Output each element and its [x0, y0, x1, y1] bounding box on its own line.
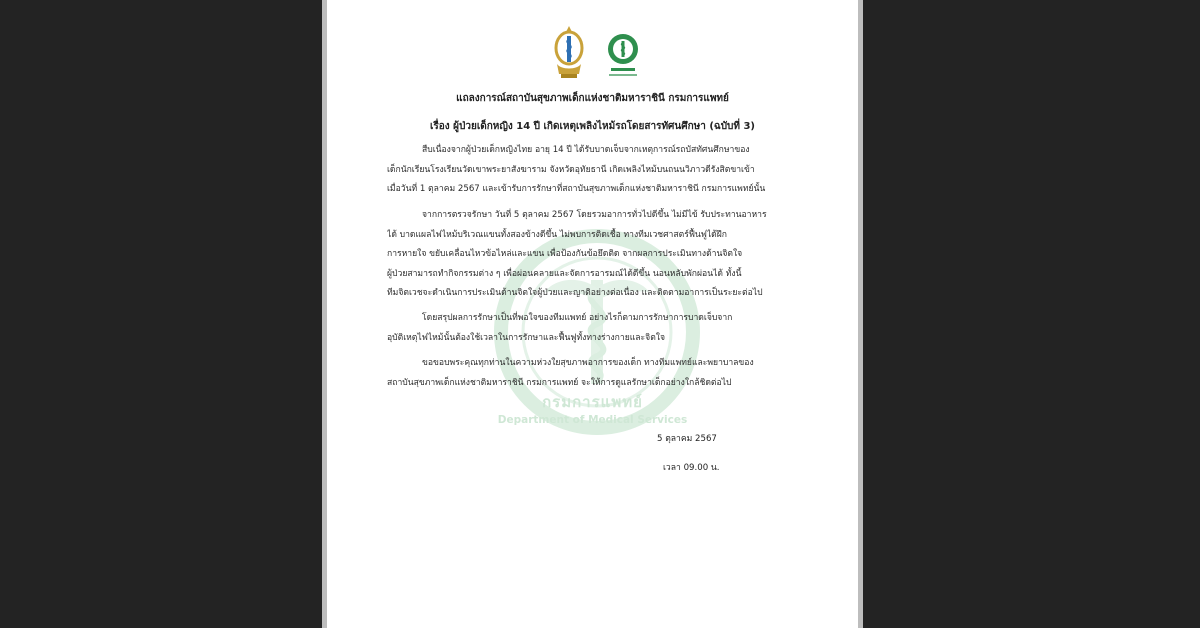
page-right-edge [858, 0, 863, 628]
right-background-bar [862, 0, 1200, 628]
paragraph-line: ผู้ป่วยสามารถทำกิจกรรมต่าง ๆ เพื่อผ่อนคลายและจัดการอารมณ์ได้ดีขึ้น นอนหลับพักผ่อนได้ ทั้งนี้ [387, 268, 742, 279]
paragraph-line: ทีมจิตเวชจะดำเนินการประเมินด้านจิตใจผู้ป่วยและญาติอย่างต่อเนื่อง และติดตามอาการเป็นระยะต่อไป [387, 288, 763, 298]
document-subject: เรื่อง ผู้ป่วยเด็กหญิง 14 ปี เกิดเหตุเพลิงไหม้รถโดยสารทัศนศึกษา (ฉบับที่ 3) [430, 121, 755, 132]
paragraph-2 [387, 206, 801, 304]
paragraph-line: จากการตรวจรักษา วันที่ 5 ตุลาคม 2567 โดยรวมอาการทั่วไปดีขึ้น ไม่มีไข้ รับประทานอาหาร [422, 210, 767, 220]
watermark-text-english: Department of Medical Services [497, 414, 688, 426]
paragraph-4 [387, 354, 801, 393]
paragraph-line: อุบัติเหตุไฟไหม้นั้นต้องใช้เวลาในการรักษาและฟื้นฟูทั้งทางร่างกายและจิตใจ [387, 332, 666, 343]
paragraph-3 [387, 309, 801, 348]
paragraph-line: สถาบันสุขภาพเด็กแห่งชาติมหาราชินี กรมการแพทย์ จะให้การดูแลรักษาเด็กอย่างใกล้ชิดต่อไป [387, 377, 732, 388]
paragraph-line: สืบเนื่องจากผู้ป่วยเด็กหญิงไทย อายุ 14 ปี ได้รับบาดเจ็บจากเหตุการณ์รถบัสทัศนศึกษาของ [422, 145, 750, 155]
document-page [327, 0, 858, 628]
document-date: 5 ตุลาคม 2567 [657, 434, 717, 444]
header-logos [327, 24, 858, 84]
paragraph-line: ขอขอบพระคุณทุกท่านในความห่วงใยสุขภาพอาการของเด็ก ทางทีมแพทย์และพยาบาลของ [422, 358, 754, 368]
paragraph-line: ได้ บาดแผลไฟไหม้บริเวณแขนทั้งสองข้างดีขึ้น ไม่พบการติดเชื้อ ทางทีมเวชศาสตร์ฟื้นฟูได้ฝึก [387, 229, 728, 240]
document-time: เวลา 09.00 น. [663, 463, 720, 473]
document-title: แถลงการณ์สถาบันสุขภาพเด็กแห่งชาติมหาราชินี กรมการแพทย์ [456, 93, 729, 104]
department-of-medical-services-logo-icon [603, 32, 643, 80]
watermark-text-thai: กรมการแพทย์ [542, 393, 643, 411]
paragraph-line: การหายใจ ขยับเคลื่อนไหวข้อไหล่และแขน เพื่อป้องกันข้อยึดติด จากผลการประเมินทางด้านจิตใจ [387, 249, 743, 259]
paragraph-1 [387, 141, 801, 200]
paragraph-line: เด็กนักเรียนโรงเรียนวัดเขาพระยาสังฆาราม จังหวัดอุทัยธานี เกิดเพลิงไหม้บนถนนวิภาวดีรังสิตขาเข้า [387, 164, 755, 175]
royal-emblem-icon [549, 24, 589, 80]
left-background-bar [0, 0, 322, 628]
paragraph-line: โดยสรุปผลการรักษาเป็นที่พอใจของทีมแพทย์ อย่างไรก็ตามการรักษาการบาดเจ็บจาก [422, 313, 733, 323]
paragraph-line: เมื่อวันที่ 1 ตุลาคม 2567 และเข้ารับการรักษาที่สถาบันสุขภาพเด็กแห่งชาติมหาราชินี กรมการแพทย์นั้น [387, 184, 766, 194]
